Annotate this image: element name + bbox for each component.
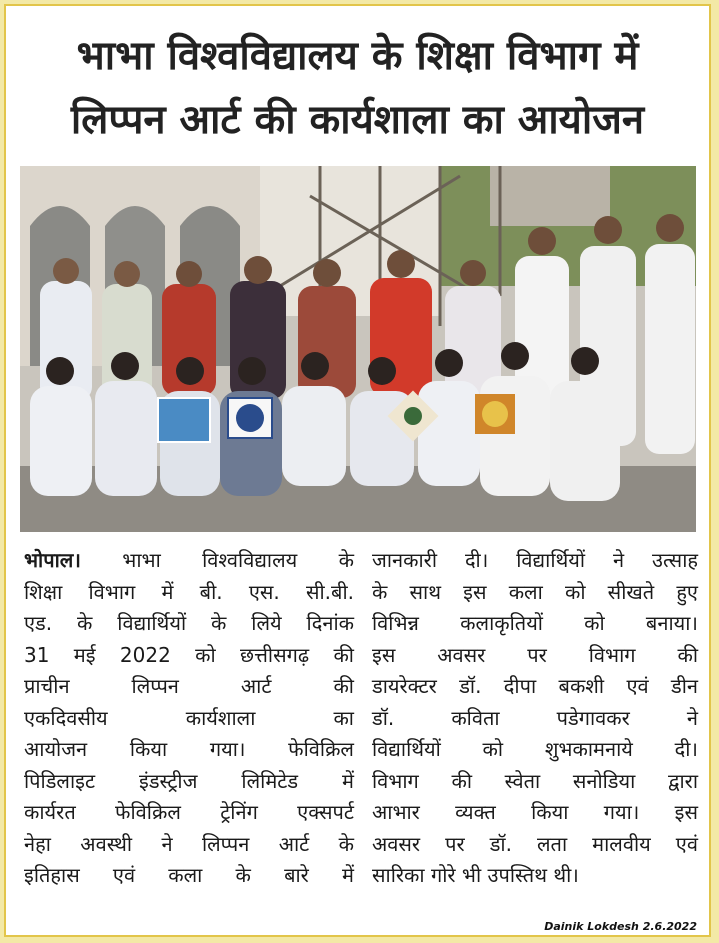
article-line: डॉ. कविता पडेगावकर ने bbox=[372, 705, 698, 730]
article-line: अवसर पर डॉ. लता मालवीय एवं bbox=[372, 831, 698, 856]
source-credit: Dainik Lokdesh 2.6.2022 bbox=[544, 920, 697, 933]
article-line: एड. के विद्यार्थियों के लिये दिनांक bbox=[24, 611, 354, 635]
dateline: भोपाल। bbox=[24, 548, 81, 572]
article-line: आभार व्यक्त किया गया। इस bbox=[372, 800, 698, 824]
headline-line-2: लिप्पन आर्ट की कार्यशाला का आयोजन bbox=[70, 97, 645, 143]
article-line: विभाग की स्वेता सनोडिया द्वारा bbox=[372, 768, 698, 793]
headline-line-1: भाभा विश्वविद्यालय के शिक्षा विभाग में bbox=[76, 33, 639, 79]
group-photo bbox=[20, 166, 696, 532]
article-line: कार्यरत फेविक्रिल ट्रेनिंग एक्सपर्ट bbox=[24, 800, 354, 824]
article-line: इतिहास एवं कला के बारे में bbox=[24, 863, 354, 887]
article-line: भोपाल। भाभा विश्वविद्यालय के bbox=[24, 548, 354, 572]
article-line: डायरेक्टर डॉ. दीपा बकशी एवं डीन bbox=[372, 674, 698, 698]
article-line: विभिन्न कलाकृतियों को बनाया। bbox=[372, 611, 698, 635]
article-line: जानकारी दी। विद्यार्थियों ने उत्साह bbox=[372, 548, 698, 572]
article-line: एकदिवसीय कार्यशाला का bbox=[24, 705, 354, 730]
article-line: 31 मई 2022 को छत्तीसगढ़ की bbox=[24, 642, 354, 667]
article-line: के साथ इस कला को सीखते हुए bbox=[372, 579, 698, 604]
article-line: इस अवसर पर विभाग की bbox=[372, 642, 698, 667]
article-line: सारिका गोरे भी उपस्तिथ थी। bbox=[372, 863, 579, 887]
article-line: प्राचीन लिप्पन आर्ट की bbox=[24, 674, 354, 698]
article-line: आयोजन किया गया। फेविक्रिल bbox=[24, 737, 354, 761]
article-line: शिक्षा विभाग में बी. एस. सी.बी. bbox=[24, 579, 354, 604]
article-column-2 bbox=[372, 545, 698, 892]
article-line: विद्यार्थियों को शुभकामनाये दी। bbox=[372, 737, 698, 761]
article-line: पिडिलाइट इंडस्ट्रीज लिमिटेड में bbox=[24, 768, 354, 793]
article-line: नेहा अवस्थी ने लिप्पन आर्ट के bbox=[24, 831, 354, 856]
newspaper-clipping bbox=[4, 4, 711, 937]
article-column-1 bbox=[24, 545, 354, 892]
